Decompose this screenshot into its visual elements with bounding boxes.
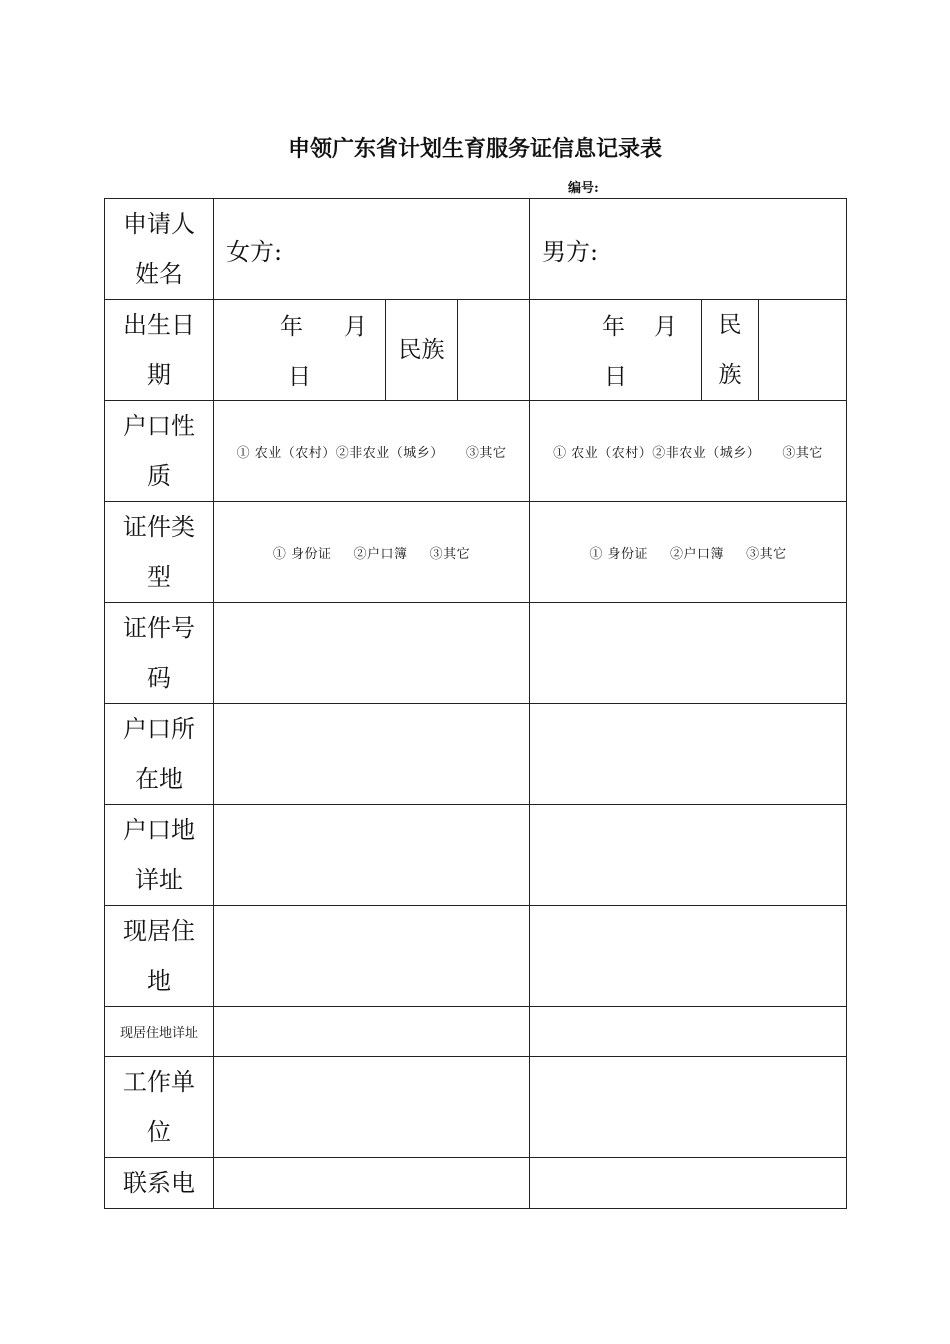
label-hukou-type: 户口性 质 (105, 401, 214, 502)
option-non-agricultural[interactable]: ②非农业（城乡） (652, 445, 761, 461)
month-label: 月 (654, 314, 677, 340)
option-other[interactable]: ③其它 (746, 546, 787, 562)
label-hukou-location: 户口所 在地 (105, 704, 214, 805)
male-hukou-type-options[interactable] (530, 401, 847, 502)
year-label: 年 (280, 314, 303, 340)
row-id-type (105, 502, 847, 603)
option-household-register[interactable]: ②户口簿 (353, 546, 408, 562)
row-hukou-address (105, 805, 847, 906)
female-employer-field[interactable] (214, 1057, 530, 1158)
female-residence-field[interactable] (214, 906, 530, 1007)
male-employer-field[interactable] (530, 1057, 847, 1158)
label-id-type: 证件类 型 (105, 502, 214, 603)
row-residence-address (105, 1007, 847, 1057)
male-ethnicity-field[interactable] (759, 300, 847, 401)
option-non-agricultural[interactable]: ②非农业（城乡） (335, 445, 444, 461)
male-residence-address-field[interactable] (530, 1007, 847, 1057)
row-employer (105, 1057, 847, 1158)
option-other[interactable]: ③其它 (429, 546, 471, 562)
row-residence (105, 906, 847, 1007)
female-hukou-location-field[interactable] (214, 704, 530, 805)
male-name-field[interactable] (530, 199, 847, 300)
male-phone-field[interactable] (530, 1158, 847, 1209)
male-label: 男方: (542, 237, 599, 266)
female-name-field[interactable] (214, 199, 530, 300)
label-birth-date: 出生日 期 (105, 300, 214, 401)
row-hukou-location (105, 704, 847, 805)
row-applicant-name (105, 199, 847, 300)
label-hukou-address: 户口地 详址 (105, 805, 214, 906)
year-label: 年 (602, 314, 625, 340)
female-id-number-field[interactable] (214, 603, 530, 704)
female-birth-date-field[interactable] (214, 300, 386, 401)
female-residence-address-field[interactable] (214, 1007, 530, 1057)
female-phone-field[interactable] (214, 1158, 530, 1209)
option-id-card[interactable]: ① 身份证 (589, 546, 649, 562)
option-other[interactable]: ③其它 (465, 445, 507, 461)
male-id-type-options[interactable] (530, 502, 847, 603)
option-other[interactable]: ③其它 (782, 445, 823, 461)
row-hukou-type (105, 401, 847, 502)
month-label: 月 (344, 314, 367, 340)
female-label: 女方: (226, 237, 283, 266)
label-residence: 现居住 地 (105, 906, 214, 1007)
label-applicant-name: 申请人 姓名 (105, 199, 214, 300)
female-id-type-options[interactable] (214, 502, 530, 603)
female-ethnicity-field[interactable] (458, 300, 530, 401)
male-birth-date-field[interactable] (530, 300, 702, 401)
label-id-number: 证件号 码 (105, 603, 214, 704)
male-id-number-field[interactable] (530, 603, 847, 704)
label-employer: 工作单 位 (105, 1057, 214, 1158)
day-label: 日 (288, 364, 311, 390)
female-hukou-type-options[interactable] (214, 401, 530, 502)
male-ethnicity-label: 民 族 (702, 300, 759, 401)
option-household-register[interactable]: ②户口簿 (670, 546, 725, 562)
row-birth-date (105, 300, 847, 401)
form-title: 申领广东省计划生育服务证信息记录表 (287, 136, 662, 162)
row-id-number (105, 603, 847, 704)
day-label: 日 (604, 364, 627, 390)
label-phone: 联系电 (105, 1158, 214, 1209)
female-hukou-address-field[interactable] (214, 805, 530, 906)
option-agricultural[interactable]: ① 农业（农村） (236, 445, 336, 461)
male-hukou-address-field[interactable] (530, 805, 847, 906)
option-agricultural[interactable]: ① 农业（农村） (553, 445, 653, 461)
label-residence-address: 现居住地详址 (105, 1007, 214, 1057)
info-record-form (104, 198, 847, 1209)
option-id-card[interactable]: ① 身份证 (272, 546, 332, 562)
male-hukou-location-field[interactable] (530, 704, 847, 805)
serial-number-label: 编号: (568, 181, 599, 196)
male-residence-field[interactable] (530, 906, 847, 1007)
female-ethnicity-label: 民族 (386, 300, 458, 401)
row-phone (105, 1158, 847, 1209)
